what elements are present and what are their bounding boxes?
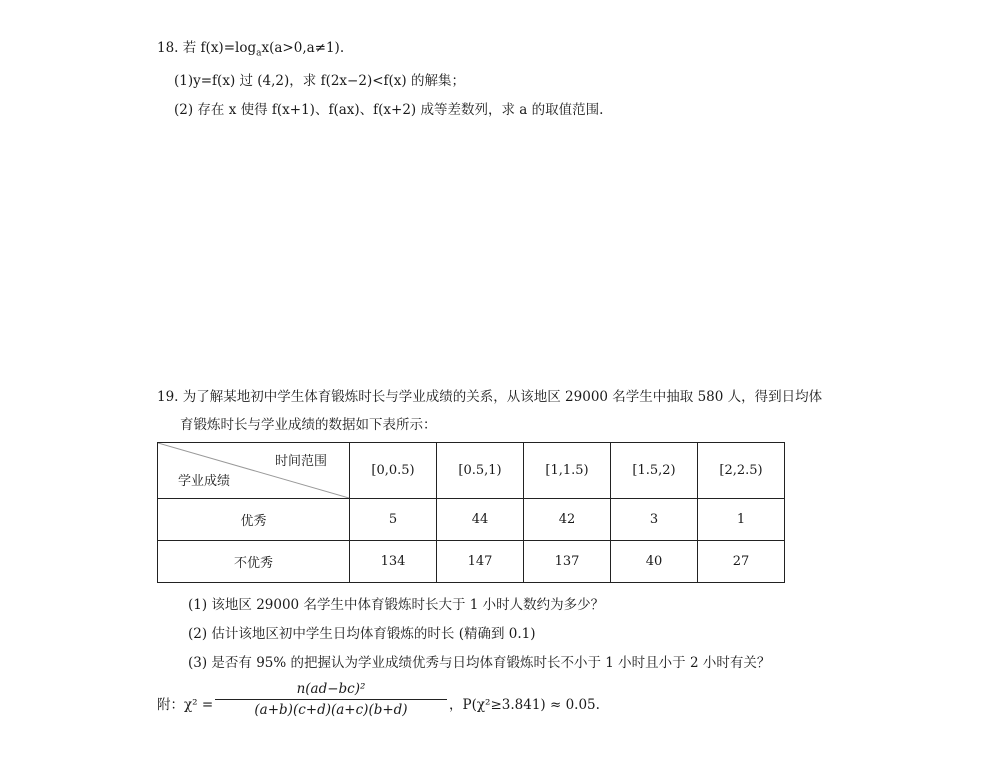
q18-stem: [157, 38, 344, 64]
fraction-denominator: (a+b)(c+d)(a+c)(b+d): [254, 702, 408, 718]
data-table: [157, 442, 785, 583]
table-row: [158, 499, 785, 541]
table-header-row: [158, 443, 785, 499]
q18-stem-tail: x(a>0,a≠1).: [261, 40, 345, 56]
column-header: [0.5,1): [437, 443, 524, 499]
q19-part1: (1) 该地区 29000 名学生中体育锻炼时长大于 1 小时人数约为多少？: [188, 597, 605, 613]
q19-part2: (2) 估计该地区初中学生日均体育锻炼的时长 (精确到 0.1): [188, 626, 536, 642]
table-row: [158, 541, 785, 583]
appendix-label: 附：χ² =: [157, 697, 214, 713]
row-label: 不优秀: [158, 541, 350, 583]
column-header: [1.5,2): [611, 443, 698, 499]
appendix-tail: ，P(χ²≥3.841) ≈ 0.05.: [449, 697, 600, 713]
column-header: [2,2.5): [698, 443, 785, 499]
column-header: [1,1.5): [524, 443, 611, 499]
table-cell: 1: [698, 499, 785, 541]
chi-square-fraction: [215, 680, 447, 719]
q18-stem-head: 18. 若 f(x)=log: [157, 40, 257, 56]
corner-bottom-label: 学业成绩: [178, 474, 231, 489]
table-cell: 44: [437, 499, 524, 541]
fraction-numerator: n(ad−bc)²: [296, 681, 366, 697]
q19-stem-line1: 19. 为了解某地初中学生体育锻炼时长与学业成绩的关系，从该地区 29000 名学生中抽取 580 人，得到日均体: [157, 389, 823, 405]
row-label: 优秀: [158, 499, 350, 541]
table-cell: 40: [611, 541, 698, 583]
q19-part3: (3) 是否有 95% 的把握认为学业成绩优秀与日均体育锻炼时长不小于 1 小时且小于 2 小时有关？: [188, 655, 771, 671]
table-cell: 134: [350, 541, 437, 583]
table-cell: 137: [524, 541, 611, 583]
table-cell: 27: [698, 541, 785, 583]
table-corner-cell: [158, 443, 350, 499]
table-cell: 3: [611, 499, 698, 541]
table-cell: 5: [350, 499, 437, 541]
q19-stem-line2: 育锻炼时长与学业成绩的数据如下表所示：: [180, 417, 437, 433]
q18-part2: (2) 存在 x 使得 f(x+1)、f(ax)、f(x+2) 成等差数列，求 a 的取值范围.: [174, 102, 604, 118]
table-cell: 147: [437, 541, 524, 583]
column-header: [0,0.5): [350, 443, 437, 499]
fraction-bar: [215, 699, 447, 700]
table-cell: 42: [524, 499, 611, 541]
corner-top-label: 时间范围: [274, 454, 327, 469]
q18-stem-subscript: a: [256, 48, 262, 59]
q18-part1: (1)y=f(x) 过 (4,2)，求 f(2x−2)<f(x) 的解集；: [174, 73, 465, 89]
